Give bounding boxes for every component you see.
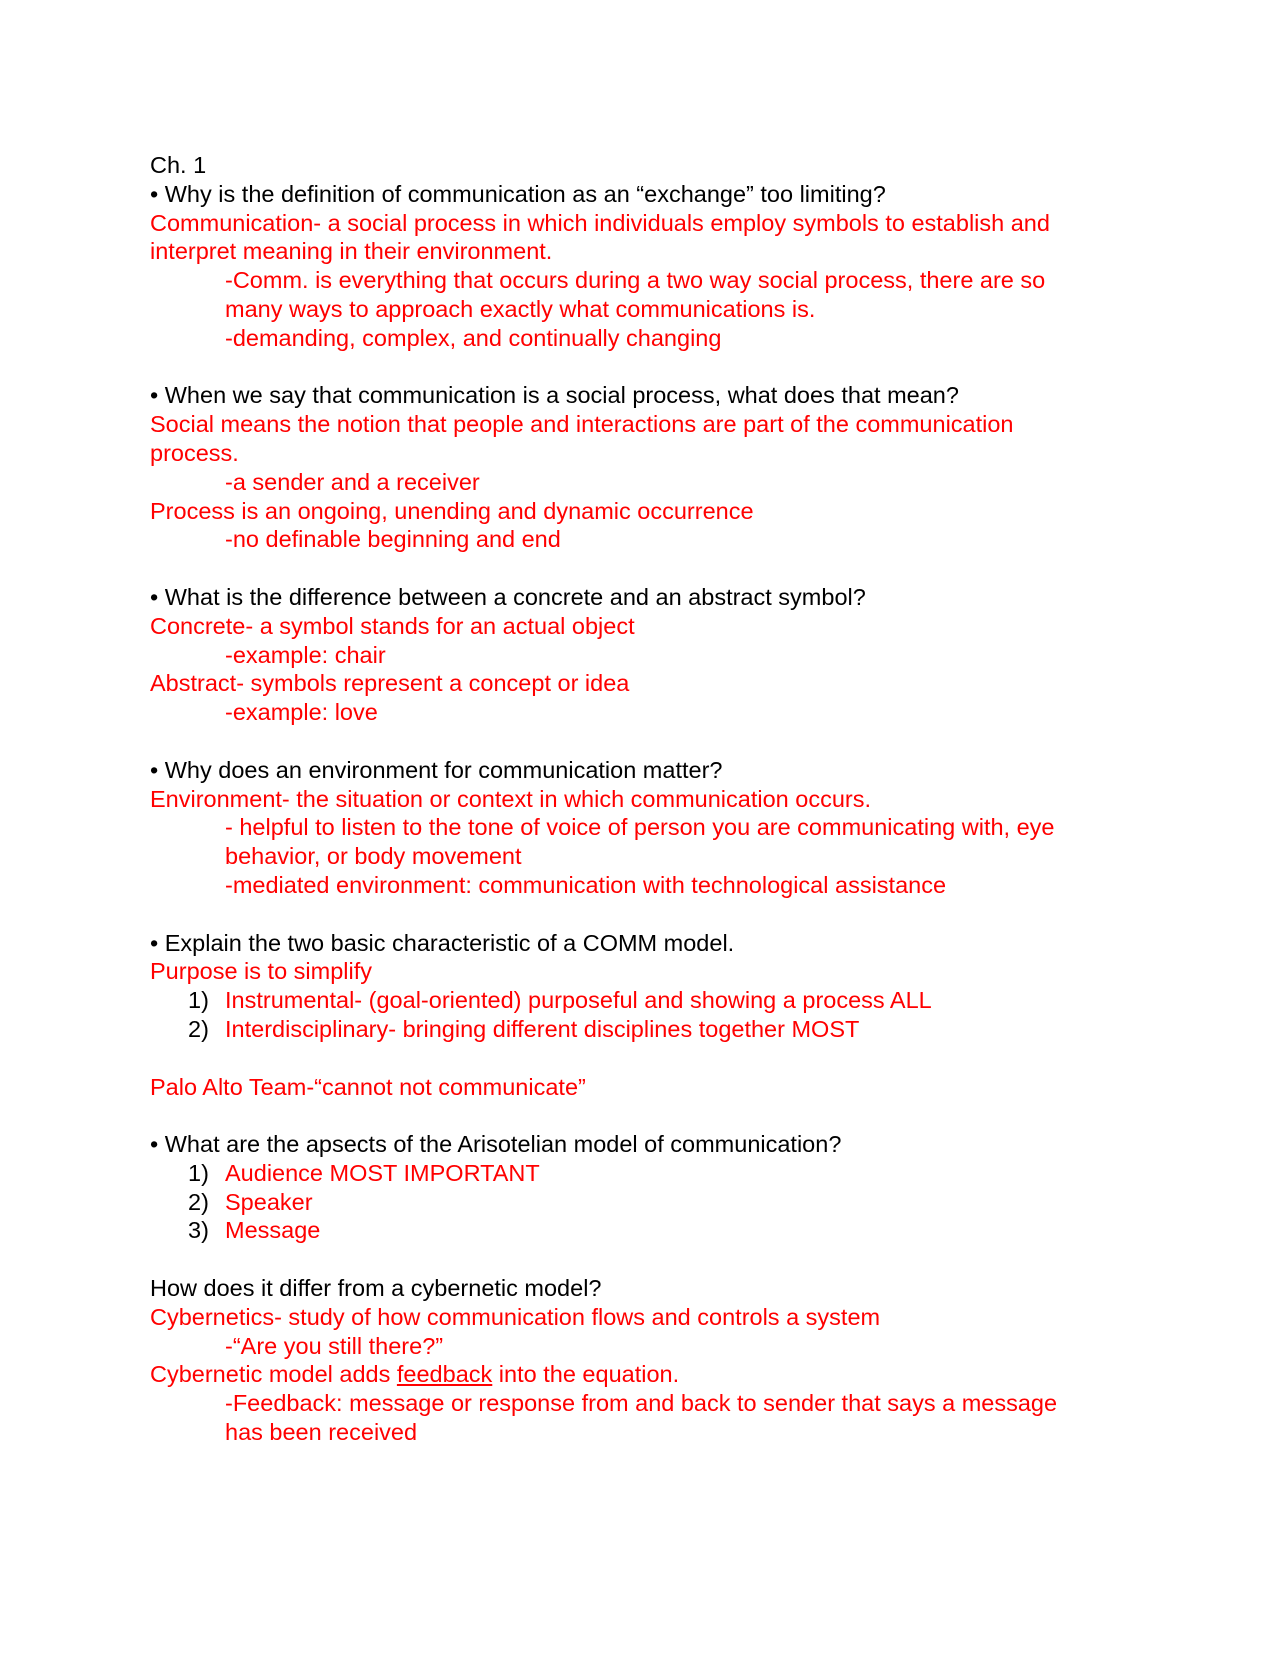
note-sender-receiver: -a sender and a receiver <box>225 468 480 495</box>
answer-social-1: Social means the notion that people and interactions are part of the communication <box>150 411 1014 438</box>
answer-purpose: Purpose is to simplify <box>150 958 373 985</box>
spacer <box>150 353 1130 382</box>
note-are-you-still-there: -“Are you still there?” <box>225 1332 444 1359</box>
note-feedback-1: -Feedback: message or response from and back to sender that says a message <box>225 1390 1058 1417</box>
note-no-beginning: -no definable beginning and end <box>225 526 561 553</box>
spacer <box>150 554 1130 583</box>
question-cybernetic: How does it differ from a cybernetic model? <box>150 1275 602 1302</box>
answer-abstract: Abstract- symbols represent a concept or idea <box>150 670 630 697</box>
answer-concrete: Concrete- a symbol stands for an actual object <box>150 612 635 639</box>
model-text-after: into the equation. <box>492 1361 680 1388</box>
question-exchange: • Why is the definition of communication as an “exchange” too limiting? <box>150 180 886 207</box>
item-number: 3) <box>188 1217 209 1244</box>
question-environment: • Why does an environment for communication matter? <box>150 756 723 783</box>
spacer <box>150 1245 1130 1274</box>
note-example-chair: -example: chair <box>225 641 386 668</box>
answer-process: Process is an ongoing, unending and dynamic occurrence <box>150 497 754 524</box>
numbered-item <box>150 1188 1130 1217</box>
question-aristotelian: • What are the apsects of the Arisotelian model of communication? <box>150 1131 842 1158</box>
note-tone-of-voice-2: behavior, or body movement <box>225 843 522 870</box>
note-feedback-2: has been received <box>225 1419 418 1446</box>
palo-alto-note: Palo Alto Team-“cannot not communicate” <box>150 1073 586 1100</box>
answer-environment: Environment- the situation or context in which communication occurs. <box>150 785 871 812</box>
item-number: 2) <box>188 1188 209 1215</box>
note-demanding: -demanding, complex, and continually changing <box>225 324 722 351</box>
item-text: Audience MOST IMPORTANT <box>225 1159 540 1186</box>
answer-communication-def-2: interpret meaning in their environment. <box>150 238 553 265</box>
question-comm-model: • Explain the two basic characteristic of a COMM model. <box>150 929 735 956</box>
item-number: 1) <box>188 987 209 1014</box>
question-concrete-abstract: • What is the difference between a concrete and an abstract symbol? <box>150 583 866 610</box>
numbered-item <box>150 986 1130 1015</box>
note-comm-everything-2: many ways to approach exactly what communications is. <box>225 295 816 322</box>
item-text: Message <box>225 1217 321 1244</box>
note-mediated-environment: -mediated environment: communication with technological assistance <box>225 871 947 898</box>
chapter-heading: Ch. 1 <box>150 152 207 178</box>
item-number: 1) <box>188 1159 209 1186</box>
question-social-process: • When we say that communication is a social process, what does that mean? <box>150 382 959 409</box>
spacer <box>150 1101 1130 1130</box>
numbered-item <box>150 1015 1130 1044</box>
item-number: 2) <box>188 1015 209 1042</box>
item-text: Instrumental- (goal-oriented) purposeful and showing a process ALL <box>225 987 932 1014</box>
numbered-item <box>150 1159 1130 1188</box>
answer-cybernetic-model <box>150 1360 1130 1389</box>
notes-body <box>150 151 1130 1447</box>
spacer <box>150 727 1130 756</box>
answer-social-2: process. <box>150 439 239 466</box>
model-text-before: Cybernetic model adds <box>150 1361 397 1388</box>
answer-cybernetics: Cybernetics- study of how communication flows and controls a system <box>150 1303 881 1330</box>
answer-communication-def-1: Communication- a social process in which individuals employ symbols to establish and <box>150 209 1050 236</box>
note-example-love: -example: love <box>225 699 378 726</box>
spacer <box>150 900 1130 929</box>
note-tone-of-voice-1: - helpful to listen to the tone of voice of person you are communicating with, eye <box>225 814 1055 841</box>
numbered-item <box>150 1216 1130 1245</box>
note-comm-everything-1: -Comm. is everything that occurs during a two way social process, there are so <box>225 267 1046 294</box>
item-text: Speaker <box>225 1188 313 1215</box>
feedback-underlined: feedback <box>396 1361 493 1388</box>
spacer <box>150 1044 1130 1073</box>
item-text: Interdisciplinary- bringing different disciplines together MOST <box>225 1015 860 1042</box>
